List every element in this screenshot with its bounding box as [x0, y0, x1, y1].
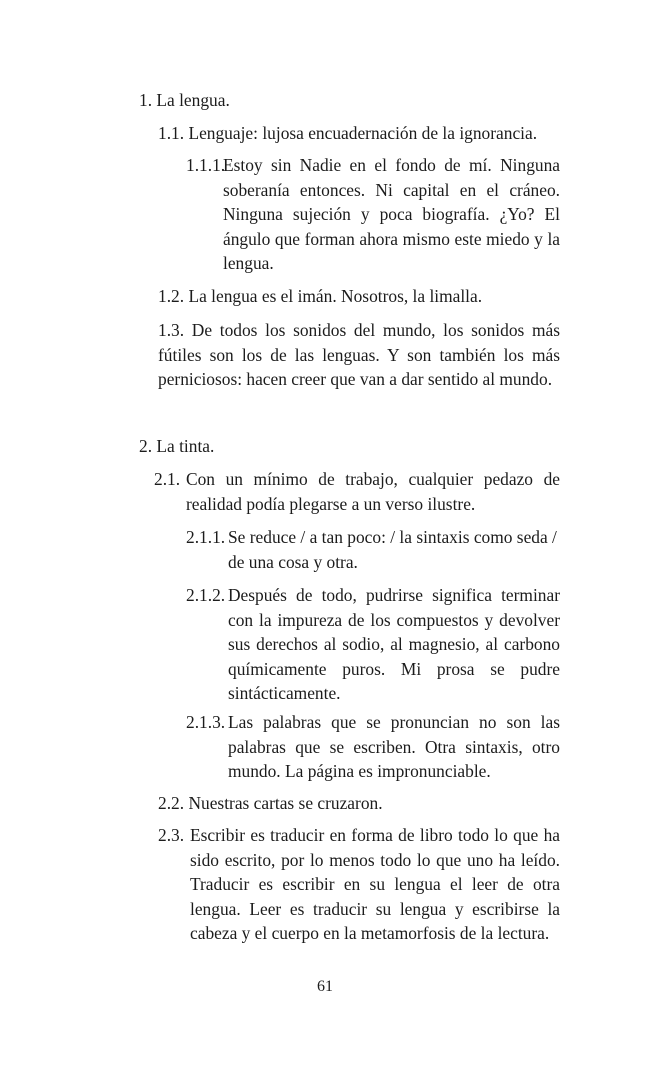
item-text: Nuestras cartas se cruzaron. [188, 793, 383, 813]
item-text: De todos los sonidos del mundo, los sonidos más fútiles son los de las lenguas. Y son también los más perniciosos: hacen creer que van a dar sentido al mundo. [158, 320, 560, 390]
item-text: Lenguaje: lujosa encuadernación de la ignorancia. [188, 123, 538, 143]
section-number: 1. [139, 90, 153, 110]
item-paragraph [158, 791, 578, 816]
subitem-paragraph [186, 153, 560, 276]
subitem-paragraph [186, 583, 560, 706]
subitem-paragraph [186, 525, 560, 574]
section-heading [139, 88, 599, 113]
subitem-text: Se reduce / a tan poco: / la sintaxis como seda / de una cosa y otra. [228, 527, 557, 572]
subitem-number: 1.1.1. [186, 155, 226, 175]
section-title: La tinta. [156, 436, 215, 456]
item-text: La lengua es el imán. Nosotros, la limalla. [188, 286, 483, 306]
item-number: 1.3. [158, 320, 185, 340]
section-title: La lengua. [156, 90, 230, 110]
subitem-number: 2.1.1. [186, 527, 226, 547]
item-number: 1.1. [158, 123, 185, 143]
section-heading [139, 434, 599, 459]
item-paragraph [158, 121, 578, 146]
subitem-paragraph [186, 710, 560, 784]
item-number: 1.2. [158, 286, 185, 306]
item-text: Con un mínimo de trabajo, cualquier pedazo de realidad podía plegarse a un verso ilustre. [186, 469, 560, 514]
subitem-text: Estoy sin Nadie en el fondo de mí. Ninguna soberanía entonces. Ni capital en el cráneo. Ninguna sujeción y poca biografía. ¿Yo? El ángulo que forman ahora mismo este miedo y la lengua. [223, 155, 560, 274]
item-paragraph [158, 284, 578, 309]
item-number: 2.1. [154, 469, 181, 489]
subitem-text: Después de todo, pudrirse significa terminar con la impureza de los compuestos y devolver sus derechos al sodio, al magnesio, al carbono químicamente puros. Mi prosa se pudre sintácticamente. [228, 585, 560, 704]
item-number: 2.3. [158, 825, 185, 845]
section-number: 2. [139, 436, 153, 456]
subitem-number: 2.1.2. [186, 585, 226, 605]
page-number: 61 [317, 978, 333, 995]
subitem-number: 2.1.3. [186, 712, 226, 732]
item-paragraph [158, 823, 560, 946]
item-paragraph [154, 467, 560, 516]
item-paragraph [158, 318, 560, 392]
item-number: 2.2. [158, 793, 185, 813]
subitem-text: Las palabras que se pronuncian no son las palabras que se escriben. Otra sintaxis, otro mundo. La página es impronunciable. [228, 712, 560, 782]
item-text: Escribir es traducir en forma de libro todo lo que ha sido escrito, por lo menos todo lo que uno ha leído. Traducir es escribir en su lengua el leer de otra lengua. Leer es traducir su lengua y escribirse la cabeza y el cuerpo en la metamorfosis de la lectura. [190, 825, 560, 944]
